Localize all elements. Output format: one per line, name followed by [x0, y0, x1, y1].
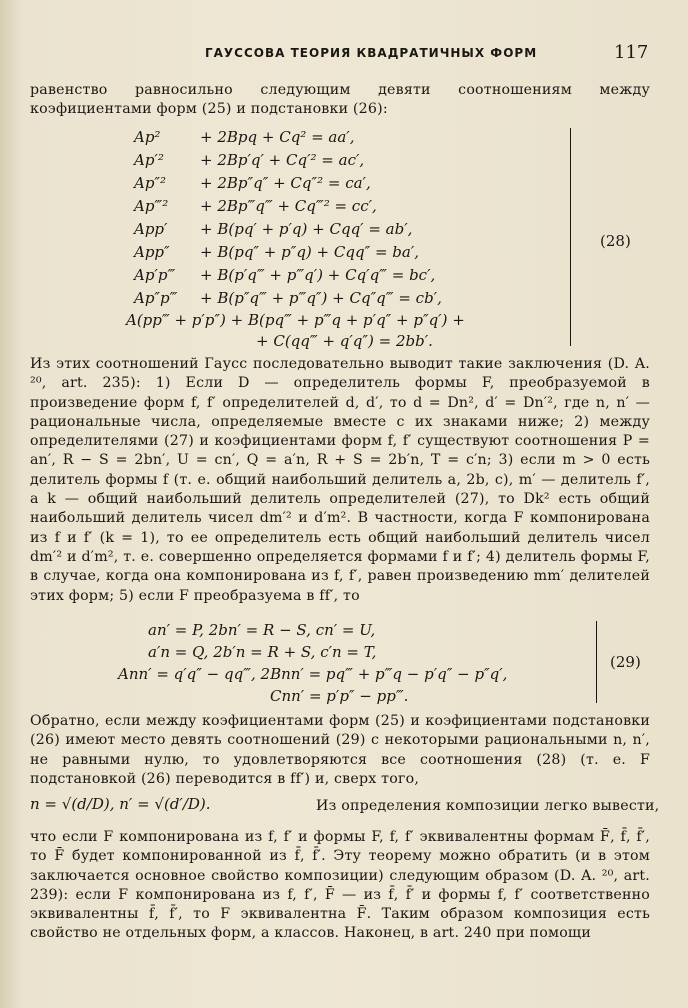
eq28-lhs: Ap′² — [134, 151, 164, 169]
eq28-rhs: + 2Bp‴q‴ + Cq‴² = cc′, — [200, 197, 377, 215]
intro-text: равенство равносильно следующим девяти соотношениям между коэфициентами форм (25) и подстановки (26): — [30, 82, 650, 118]
intro-paragraph — [30, 81, 650, 120]
inline-formula-text: Из определения композиции легко вывести, — [316, 798, 660, 814]
eq28-lhs: App′ — [134, 220, 168, 238]
paragraph-conclusions — [30, 355, 650, 606]
paragraph-composition — [30, 828, 650, 944]
inline-formula: n = √(d/D), n′ = √(d′/D). — [30, 795, 211, 813]
eq28-lhs: Ap² — [134, 128, 161, 146]
eq28-lhs: Ap′p‴ — [134, 266, 176, 284]
equation-number-28: (28) — [600, 232, 631, 250]
paragraph-converse — [30, 712, 650, 789]
eq28-lhs: Ap″p‴ — [134, 289, 178, 307]
eq28-rhs: + 2Bp′q′ + Cq′² = ac′, — [200, 151, 365, 169]
eq28-long-line-continuation: + C(qq‴ + q′q″) = 2bb′. — [256, 332, 433, 350]
eq29-row: an′ = P, 2bn′ = R − S, cn′ = U, — [148, 621, 376, 639]
eq28-lhs: Ap‴² — [134, 197, 169, 215]
composition-text: что если F компонирована из f, f′ и формы F, f, f′ эквивалентны формам F̄, f̄, f̄′, то F̄ будет компонированной из f̄, f̄′. Эту теорему можно обратить (и в этом заключается основное свойство композиции) следующим образом (D. A. ²⁰, art. 239): если F компонирована из f, f′, F̄ — из f̄, f̄′ и формы f, f′ соответственно эквивалентны f̄, f̄′, то F эквивалентна F̄. Таким образом композиция есть свойство не отдельных форм, а классов. Наконец, в art. 240 при помощи — [30, 829, 650, 942]
eq28-rhs: + B(pq′ + p′q) + Cqq′ = ab′, — [200, 220, 413, 238]
eq29-row: a′n = Q, 2b′n = R + S, c′n = T, — [148, 643, 377, 661]
eq28-long-line: A(pp‴ + p′p″) + B(pq‴ + p‴q + p′q″ + p″q′) + — [126, 311, 465, 329]
inline-formula-line — [30, 787, 660, 829]
right-brace — [586, 621, 597, 703]
eq28-rhs: + B(pq″ + p″q) + Cqq″ = ba′, — [200, 243, 419, 261]
equation-system-28 — [0, 124, 688, 350]
eq28-rhs: + 2Bpq + Cq² = aa′, — [200, 128, 355, 146]
page-number: 117 — [614, 42, 649, 63]
eq29-row: Cnn′ = p′p″ − pp‴. — [270, 687, 409, 705]
eq28-lhs: Ap″² — [134, 174, 167, 192]
converse-text: Обратно, если между коэфициентами форм (25) и коэфициентами подстановки (26) имеют место девять соотношений (29) с некоторыми рациональными n, n′, не равными нулю, то удовлетворяются все соотношения (28) (т. е. F подстановкой (26) переводится в ff′) и, сверх того, — [30, 713, 650, 787]
eq28-rhs: + B(p′q‴ + p‴q′) + Cq′q‴ = bc′, — [200, 266, 436, 284]
eq28-rhs: + 2Bp″q″ + Cq″² = ca′, — [200, 174, 371, 192]
equation-system-29 — [0, 617, 688, 705]
eq29-row: Ann′ = q′q″ − qq‴, 2Bnn′ = pq‴ + p‴q − p′q″ − p″q′, — [118, 665, 508, 683]
page-header — [0, 42, 688, 62]
right-brace — [560, 128, 571, 346]
eq28-rhs: + B(p″q‴ + p‴q″) + Cq″q‴ = cb′, — [200, 289, 442, 307]
conclusions-text: Из этих соотношений Гаусс последовательно выводит такие заключения (D. A. ²⁰, art. 235): 1) Если D — определитель формы F, преобразуемой в произведение форм f, f′ определителей d, d′, то d = Dn², d′ = Dn′², где n, n′ — рациональные числа, определяемые вместе с их знаками ниже; 2) между определителями (27) и коэфициентами форм f, f′ существуют соотношения P = an′, R − S = 2bn′, U = cn′, Q = a′n, R + S = 2b′n, T = c′n; 3) если m > 0 есть делитель формы f (т. е. общий наибольший делитель a, 2b, c), m′ — делитель f′, а k — общий наибольший делитель определителей (27), то Dk² есть общий наибольший делитель чисел dm′² и d′m². В частности, когда F компонирована из f и f′ (k = 1), то ее определитель есть общий наибольший делитель чисел dm′² и d′m², т. е. совершенно определяется формами f и f′; 4) делитель формы F, в случае, когда она компонирована из f, f′, равен произведению mm′ делителей этих форм; 5) если F преобразуема в ff′, то — [30, 356, 650, 604]
equation-number-29: (29) — [610, 653, 641, 671]
eq28-lhs: App″ — [134, 243, 170, 261]
running-title: ГАУССОВА ТЕОРИЯ КВАДРАТИЧНЫХ ФОРМ — [205, 46, 538, 60]
